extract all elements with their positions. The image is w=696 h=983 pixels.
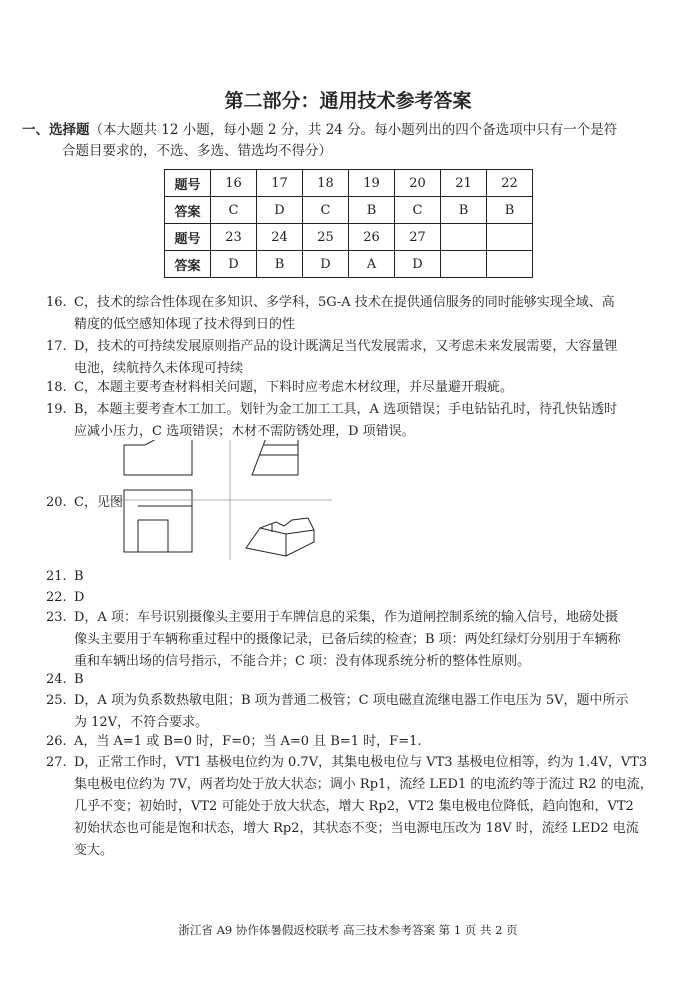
table-cell: D [303,251,349,278]
answer-text: B，本题主要考查木工加工。划针为金工加工工具，A 选项错误；手电钻钻孔时，待孔快钻透时 [74,402,618,417]
answer-17 [46,336,656,380]
table-cell: 16 [211,170,257,197]
isometric-edges [260,524,314,556]
answer-23 [46,607,656,673]
answer-text: D，技术的可持续发展原则指产品的设计既满足当代发展需求，又考虑未来发展需要，大容量锂 [74,339,618,354]
answer-text: C，见图 [74,495,123,510]
answer-text: C，技术的综合性体现在多知识、多学科，5G-A 技术在提供通信服务的同时能够实现全域、高 [74,295,615,310]
answer-text: B [74,672,84,687]
table-cell: B [487,197,533,224]
isometric-outline [246,518,314,556]
table-cell: A [349,251,395,278]
page-title: 第二部分：通用技术参考答案 [224,90,472,112]
answer-text: 应减小压力，C 选项错误；木材不需防锈处理，D 项错误。 [74,424,415,439]
answer-text: 电池，续航持久未体现可持续 [74,361,244,376]
table-cell: 题号 [165,224,211,251]
table-cell: D [395,251,441,278]
table-cell [487,251,533,278]
section-label: 一、选择题 [22,122,90,138]
answer-text: 变大。 [74,843,114,858]
answer-table [164,169,533,278]
table-cell: 27 [395,224,441,251]
table-cell [487,224,533,251]
table-cell: 25 [303,224,349,251]
table-row [165,251,533,278]
table-cell [441,224,487,251]
section-instructions-line2: 合题目要求的，不选、多选、错选均不得分） [62,143,332,159]
front-view-outline [124,440,192,475]
section-instructions-line1: （本大题共 12 小题，每小题 2 分，共 24 分。每小题列出的四个备选项中只有一个是符 [89,122,618,138]
answer-number: 24. [46,672,67,687]
answer-text: C，本题主要考查材料相关问题，下料时应考虑木材纹理，并尽量避开瑕疵。 [74,380,513,395]
answer-text: D，正常工作时，VT1 基极电位约为 0.7V，其集电极电位与 VT3 基极电位相等，约为 1.4V，VT3 [74,755,648,770]
answer-number: 22. [46,590,67,605]
table-row [165,197,533,224]
table-cell: 答案 [165,251,211,278]
answer-text: 像头主要用于车辆称重过程中的摄像记录，已备后续的检查；B 项：两处红绿灯分别用于车辆称 [74,632,621,647]
answer-text: D，A 项：车号识别摄像头主要用于车牌信息的采集，作为道闸控制系统的输入信号，地磅处摄 [74,610,618,625]
table-cell: B [257,251,303,278]
answer-number: 18. [46,380,67,395]
table-cell: 17 [257,170,303,197]
table-cell: 23 [211,224,257,251]
table-cell: C [211,197,257,224]
answer-20 [46,492,656,514]
table-cell: 21 [441,170,487,197]
answer-number: 19. [46,402,67,417]
answer-25 [46,690,656,734]
table-cell: C [395,197,441,224]
answer-number: 26. [46,734,67,749]
side-view-outline [252,440,298,475]
table-row [165,224,533,251]
table-cell: B [349,197,395,224]
answer-19 [46,399,656,443]
section-heading [22,120,662,162]
answer-27 [46,752,656,862]
answer-16 [46,292,656,336]
answer-21 [46,566,656,588]
answer-number: 20. [46,495,67,510]
table-cell: 26 [349,224,395,251]
table-cell: C [303,197,349,224]
answer-number: 17. [46,339,67,354]
answer-number: 21. [46,569,67,584]
answer-number: 16. [46,295,67,310]
table-cell: 18 [303,170,349,197]
answer-text: 精度的低空感知体现了技术得到日的性 [74,317,296,332]
answer-24 [46,669,656,691]
answer-text: 初始状态也可能是饱和状态，增大 Rp2，其状态不变；当电源电压改为 18V 时，流经 LED2 电流 [74,821,639,836]
table-row [165,170,533,197]
answer-number: 25. [46,693,67,708]
table-cell: 答案 [165,197,211,224]
answer-text: D [74,590,85,605]
answer-text: A，当 A=1 或 B=0 时，F=0；当 A=0 且 B=1 时，F=1. [74,734,422,749]
table-cell [441,251,487,278]
table-cell: 24 [257,224,303,251]
answer-18 [46,377,656,399]
answer-text: 为 12V，不符合要求。 [74,715,209,730]
answer-text: 几乎不变；初始时，VT2 可能处于放大状态，增大 Rp2，VT2 集电极电位降低，趋向饱和，VT2 [74,799,634,814]
answer-text: 集电极电位约为 7V，两者均处于放大状态；调小 Rp1，流经 LED1 的电流约等于流过 R2 的电流， [74,777,653,792]
answer-text: 重和车辆出场的信号指示，不能合并；C 项：没有体现系统分析的整体性原则。 [74,654,531,669]
table-cell: D [211,251,257,278]
answer-number: 23. [46,610,67,625]
answer-text: B [74,569,84,584]
table-cell: 题号 [165,170,211,197]
table-cell: B [441,197,487,224]
table-cell: 20 [395,170,441,197]
table-cell: D [257,197,303,224]
table-cell: 22 [487,170,533,197]
answer-number: 27. [46,755,67,770]
answer-26 [46,731,656,753]
table-cell: 19 [349,170,395,197]
page-footer: 浙江省 A9 协作体暑假返校联考 高三技术参考答案 第 1 页 共 2 页 [178,923,518,937]
answer-22 [46,587,656,609]
answer-text: D，A 项为负系数热敏电阻；B 项为普通二极管；C 项电磁直流继电器工作电压为 5V，题中所示 [74,693,629,708]
